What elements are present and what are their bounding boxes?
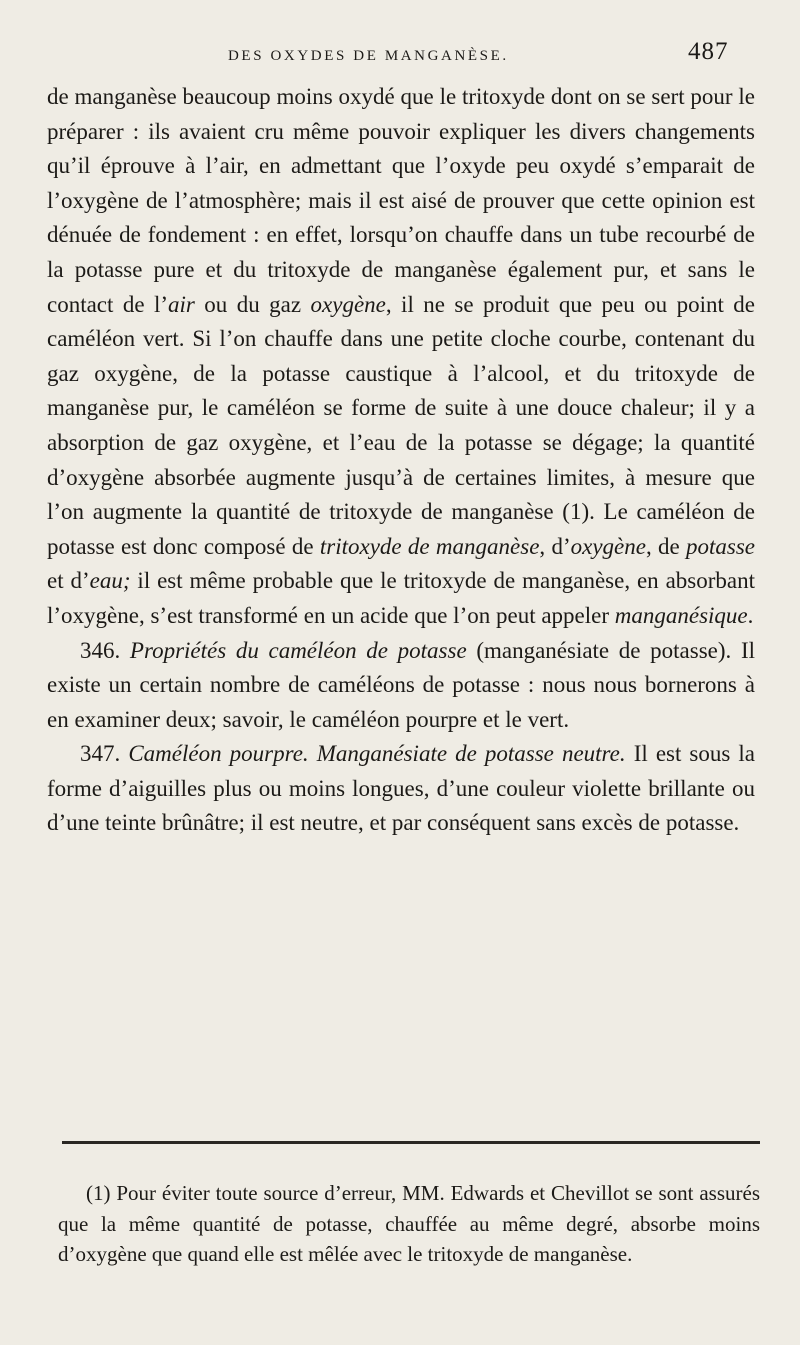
footnote-rule — [62, 1141, 760, 1144]
page-number: 487 — [688, 38, 729, 65]
text-run: il est même probable que le tritoxyde de manganèse, en absorbant l’oxygène, s’est transformé en un acide que l’on peut appeler — [47, 568, 755, 628]
text-run: ou du gaz — [194, 291, 311, 317]
italic-run: oxygène — [570, 533, 646, 559]
section-number: 346. — [80, 637, 130, 663]
text-run: , de — [645, 533, 686, 559]
section-346 — [47, 634, 755, 738]
text-run: et d’ — [47, 568, 90, 594]
section-title: Caméléon pourpre. Manganésiate de potasse neutre. — [128, 741, 626, 767]
section-title: Propriétés du caméléon de potasse — [129, 637, 467, 663]
italic-run: manganésique — [614, 602, 748, 628]
italic-run: potasse — [686, 533, 755, 559]
footnote: (1) Pour éviter toute source d’erreur, MM. Edwards et Chevillot se sont assurés que la même quantité de potasse, chauffée au même degré, absorbe moins d’oxygène que quand elle est mêlée avec le tritoxyde de manganèse. — [58, 1181, 760, 1266]
italic-run: eau; — [89, 568, 131, 594]
italic-run: oxygène — [310, 291, 386, 317]
text-run: , il ne se produit que peu ou point de caméléon vert. Si l’on chauffe dans une petite cloche courbe, contenant du gaz oxygène, de la potasse caustique à l’alcool, et du tritoxyde de manganèse pur, le caméléon se forme de suite à une douce chaleur; il y a absorption de gaz oxygène, et l’eau de la potasse se dégage; la quantité d’oxygène absorbée augmente jusqu’à de certaines limites, à mesure que l’on augmente la quantité de tritoxyde de manganèse (1). Le caméléon de potasse est donc composé de — [47, 291, 755, 559]
text-run: , d’ — [539, 533, 571, 559]
section-347 — [47, 737, 755, 841]
italic-run: tritoxyde de manganèse — [319, 533, 540, 559]
text-run: de manganèse beaucoup moins oxydé que le tritoxyde dont on se sert pour le préparer : ils avaient cru même pouvoir expliquer les divers changements qu’il éprouve à l’air, en admettant que l’oxyde peu oxydé s’emparait de l’oxygène de l’atmosphère; mais il est aisé de prouver que cette opinion est dénuée de fondement : en effet, lorsqu’on chauffe dans un tube recourbé de la potasse pure et du tritoxyde de manganèse également pur, et sans le contact de l’ — [47, 84, 755, 317]
running-title: DES OXYDES DE MANGANÈSE. — [228, 48, 509, 64]
text-run: Il est sous la forme d’aiguilles plus ou moins longues, d’une couleur violette brillante ou d’une teinte brûnâtre; il est neutre, et par conséquent sans excès de potasse. — [47, 741, 756, 836]
paragraph-continuation — [47, 80, 755, 634]
text-run: . — [747, 602, 754, 628]
italic-run: air — [168, 291, 195, 317]
body-text — [47, 80, 755, 841]
section-number: 347. — [80, 741, 129, 767]
text-run: (manganésiate de potasse). Il existe un certain nombre de caméléons de potasse : nous nous bornerons à en examiner deux; savoir, le caméléon pourpre et le vert. — [47, 637, 756, 732]
running-head — [0, 38, 800, 72]
